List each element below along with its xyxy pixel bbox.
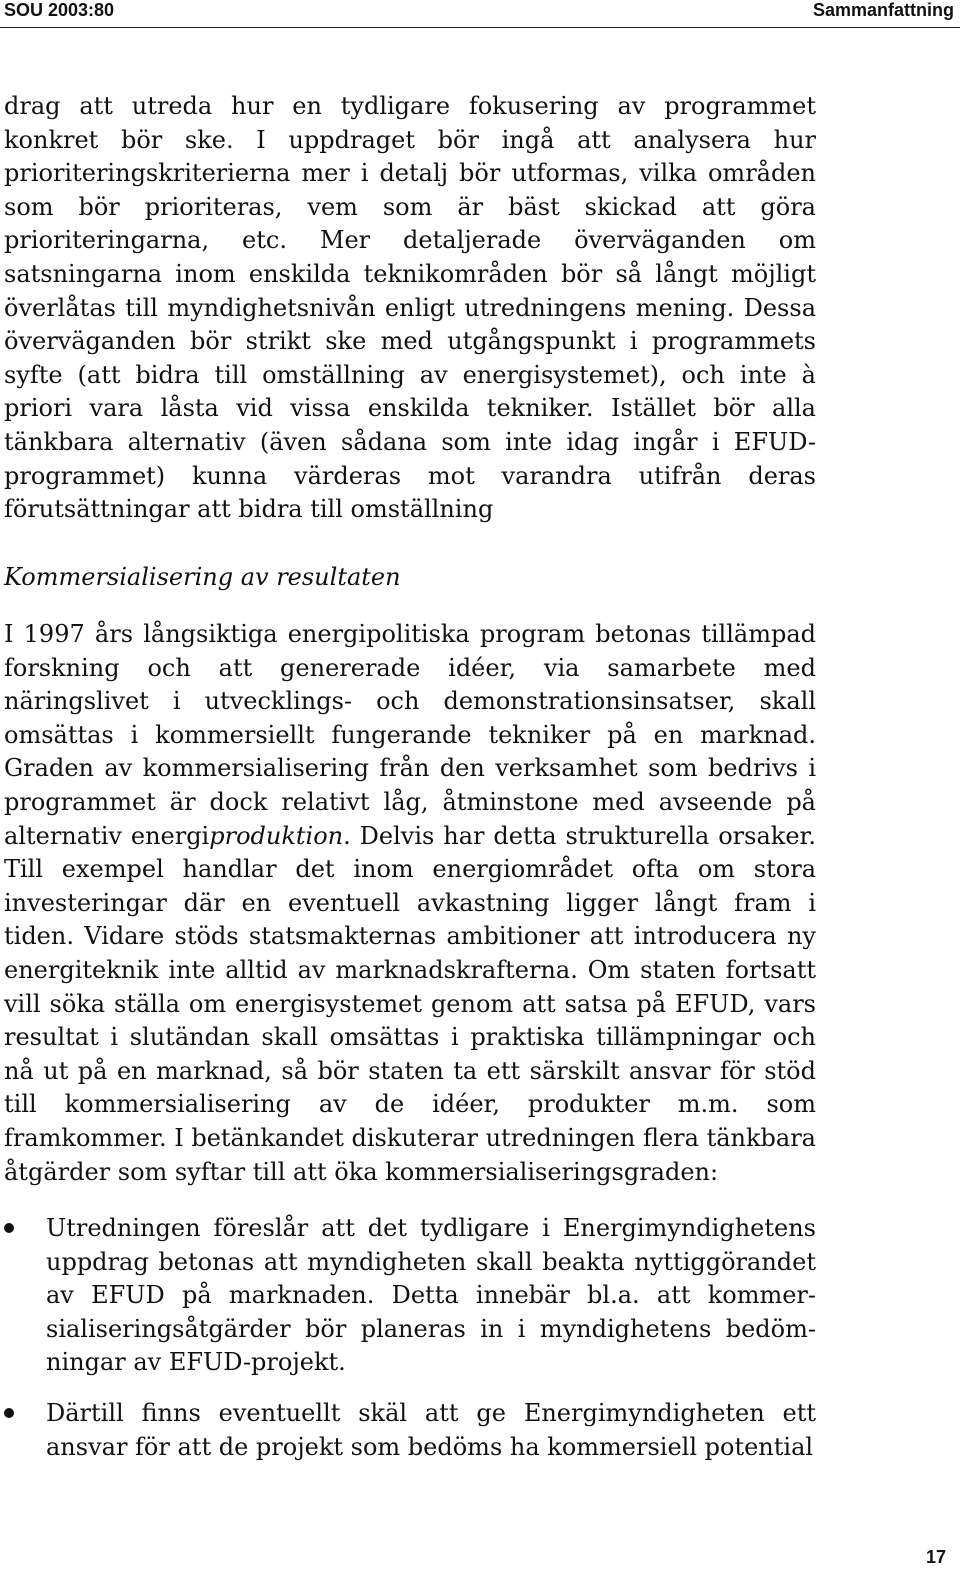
bullet-icon <box>4 1223 14 1233</box>
page-header <box>0 0 960 28</box>
page-number: 17 <box>925 1547 946 1567</box>
report-id: SOU 2003:80 <box>4 0 115 20</box>
bullet-icon <box>4 1408 14 1418</box>
list-item-text: Därtill finns eventuellt skäl att ge Energimyndigheten ett ansvar för att de projekt som bedöms ha kommersiell potential <box>46 1398 816 1461</box>
paragraph-text-continued: . Delvis har detta strukturella orsaker. Till exempel handlar det inom energiområdet ofta om stora investeringar där en eventuell avkastning ligger långt fram i tiden. Vidare stöds statsmakternas ambitioner att introducera ny energiteknik inte alltid av marknadskrafterna. Om staten fortsatt vill söka ställa om energisystemet genom att satsa på EFUD, vars resultat i slutändan skall omsättas i praktiska tillämpningar och nå ut på en marknad, så bör staten ta ett särskilt ansvar för stöd till kommersialisering av de idéer, produkter m.m. som framkommer. I betänkandet diskuterar utredningen flera tänkbara åtgärder som syftar till att öka kommersialiseringsgraden: <box>4 821 816 1186</box>
section-title: Sammanfattning <box>812 0 954 20</box>
italic-text: produktion <box>209 821 344 850</box>
section-paragraph <box>4 618 816 1189</box>
body-paragraph: drag att utreda hur en tydligare fokusering av programmet konkret bör ske. I uppdraget bör ingå att analysera hur prioriteringskriterierna mer i detalj bör utformas, vilka områden som bör prioriteras, vem som är bäst skickad att göra prioriteringarna, etc. Mer detaljerade överväganden om satsningarna inom enskilda teknikområden bör så långt möjligt överlåtas till myndighetsnivån enligt utredningens mening. Dessa överväganden bör strikt ske med utgångspunkt i programmets syfte (att bidra till omställning av energisystemet), och inte à priori vara låsta vid vissa enskilda tekniker. Istället bör alla tänkbara alternativ (även sådana som inte idag ingår i EFUD-programmet) kunna värderas mot varandra utifrån deras förutsättningar att bidra till omställning <box>4 92 816 524</box>
list-item <box>0 1212 816 1380</box>
section-heading: Kommersialisering av resultaten <box>4 563 401 591</box>
list-item <box>0 1397 816 1464</box>
list-item-text: Utredningen föreslår att det tydligare i Energimyndighetens uppdrag betonas att myndigheten skall beakta nyttiggörandet av EFUD på marknaden. Detta innebär bl.a. att kommersialiseringsåtgärder bör planeras in i myndighetens bedömningar av EFUD-projekt. <box>46 1214 816 1377</box>
header-rule <box>0 27 960 28</box>
paragraph-text: I 1997 års långsiktiga energipolitiska program betonas tillämpad forskning och att genererade idéer, via samarbete med näringslivet i utvecklings- och demonstrationsinsatser, skall omsättas i kommersiellt fungerande tekniker på en marknad. Graden av kommersialisering från den verksamhet som bedrivs i programmet är dock relativt låg, åtminstone med avseende på alternativ energi <box>4 620 816 850</box>
bullet-list <box>0 1212 816 1481</box>
